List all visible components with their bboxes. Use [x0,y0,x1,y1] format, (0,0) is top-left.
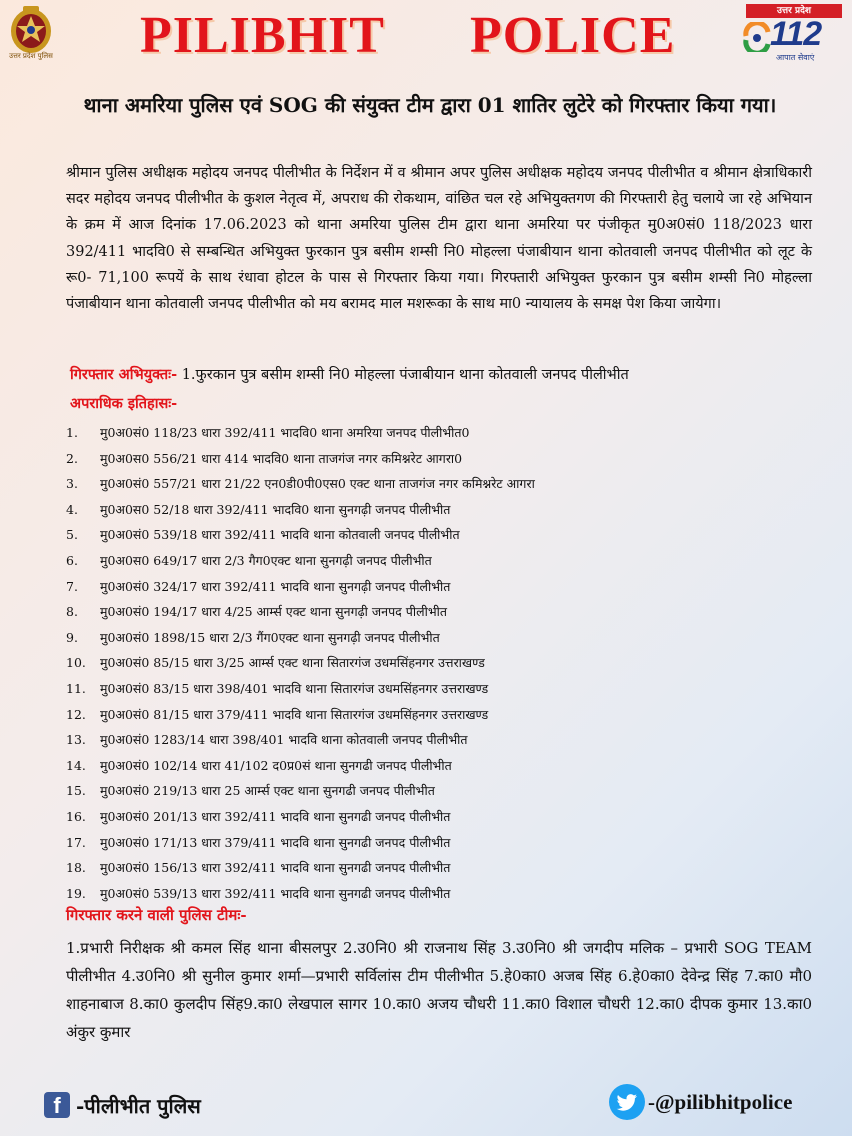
list-item: 10. मु0अ0सं0 85/15 धारा 3/25 आर्म्स एक्ट थाना सितारगंज उधमसिंहनगर उत्तराखण्ड [66,655,485,671]
arrested-label: गिरफ्तार अभियुक्तः- [70,366,178,383]
logo-tagline: आपात सेवाएं [776,53,815,62]
headline: थाना अमरिया पुलिस एवं SOG की संयुक्त टीम द्वारा 01 शातिर लुटेरे को गिरफ्तार किया गया। [83,93,777,117]
press-release-body: श्रीमान पुलिस अधीक्षक महोदय जनपद पीलीभीत के निर्देशन में व श्रीमान अपर पुलिस अधीक्षक महोदय जनपद पीलीभीत व श्रीमान क्षेत्राधिकारी सदर महोदय जनपद पीलीभीत के कुशल नेतृत्व में, अपराध की रोकथाम, वांछित चल रहे अभियुक्तगण की गिरफ्तारी हेतु चलाये जा रहे अभियान के क्रम में आज दिनांक 17.06.2023 को थाना अमरिया पुलिस टीम द्वारा थाना अमरिया पर पंजीकृत मु0अ0सं0 118/2023 धारा 392/411 भादवि0 से सम्बन्धित अभियुक्त फुरकान पुत्र बसीम शम्सी नि0 मोहल्ला पंजाबीयान थाना कोतवाली जनपद पीलीभीत को लूट के रू0- 71,100 रूपयें के साथ रंधावा होटल के पास से गिरफ्तार किया गया। गिरफ्तारी अभियुक्त फुरकान पुत्र बसीम शम्सी नि0 मोहल्ला पंजाबीयान थाना कोतवाली जनपद पीलीभीत को मय बरामद माल मशरूका के साथ मा0 न्यायालय के समक्ष पेश किया जायेगा। [66,165,812,313]
criminal-history-list [66,420,766,906]
facebook-handle[interactable] [44,1090,201,1120]
twitter-handle[interactable] [608,1084,792,1120]
logo-number: 112 [770,15,822,53]
list-item: 5. मु0अ0सं0 539/18 धारा 392/411 भादवि थाना कोतवाली जनपद पीलीभीत [66,527,460,543]
twitter-icon [608,1083,646,1121]
list-item: 12. मु0अ0सं0 81/15 धारा 379/411 भादवि थाना सितारगंज उधमसिंहनगर उत्तराखण्ड [66,706,489,722]
facebook-icon: f [44,1092,70,1118]
list-item: 19. मु0अ0सं0 539/13 धारा 392/411 भादवि थाना सुनगढी जनपद पीलीभीत [66,885,451,901]
list-item: 16. मु0अ0सं0 201/13 धारा 392/411 भादवि थाना सुनगढी जनपद पीलीभीत [66,808,451,824]
twitter-label: -@pilibhitpolice [648,1089,793,1114]
arresting-team-title: गिरफ्तार करने वाली पुलिस टीमः- [66,906,247,924]
list-item: 14. मु0अ0सं0 102/14 धारा 41/102 द0प्र0सं थाना सुनगढी जनपद पीलीभीत [66,757,452,773]
page-title: PILIBHIT POLICE [140,7,676,64]
list-item: 2. मु0अ0स0 556/21 धारा 414 भादवि0 थाना ताजगंज नगर कमिश्नरेट आगरा0 [66,450,463,466]
list-item: 8. मु0अ0सं0 194/17 धारा 4/25 आर्म्स एक्ट थाना सुनगढ़ी जनपद पीलीभीत [66,604,447,620]
list-item: 18. मु0अ0सं0 156/13 धारा 392/411 भादवि थाना सुनगढी जनपद पीलीभीत [66,860,451,876]
list-item: 6. मु0अ0स0 649/17 धारा 2/3 गैग0एक्ट थाना सुनगढ़ी जनपद पीलीभीत [66,552,432,568]
criminal-history-title: अपराधिक इतिहासः- [70,395,178,412]
logo-state-label: उत्तर प्रदेश [746,4,842,18]
list-item: 13. मु0अ0सं0 1283/14 धारा 398/401 भादवि थाना कोतवाली जनपद पीलीभीत [66,732,468,748]
list-item: 9. मु0अ0सं0 1898/15 धारा 2/3 गैंग0एक्ट थाना सुनगढ़ी जनपद पीलीभीत [66,629,440,645]
list-item: 15. मु0अ0सं0 219/13 धारा 25 आर्म्स एक्ट थाना सुनगढी जनपद पीलीभीत [66,783,435,799]
arrested-text: 1.फुरकान पुत्र बसीम शम्सी नि0 मोहल्ला पंजाबीयान थाना कोतवाली जनपद पीलीभीत [177,367,629,383]
list-item: 4. मु0अ0स0 52/18 धारा 392/411 भादवि0 थाना सुनगढ़ी जनपद पीलीभीत [66,501,451,517]
facebook-label: -पीलीभीत पुलिस [76,1093,201,1118]
list-item: 11. मु0अ0सं0 83/15 धारा 398/401 भादवि थाना सितारगंज उधमसिंहनगर उत्तराखण्ड [66,680,489,696]
arresting-team-list: 1.प्रभारी निरीक्षक श्री कमल सिंह थाना बीसलपुर 2.उ0नि0 श्री राजनाथ सिंह 3.उ0नि0 श्री जगदीप मलिक – प्रभारी SOG TEAM पीलीभीत 4.उ0नि0 श्री सुनील कुमार शर्मा—प्रभारी सर्विलांस टीम पीलीभीत 5.हे0का0 अजब सिंह 6.हे0का0 देवेन्द्र सिंह 7.का0 मौ0 शाहनाबाज 8.का0 कुलदीप सिंह9.का0 लेखपाल सागर 10.का0 अजय चौधरी 11.का0 विशाल चौधरी 12.का0 दीपक कुमार 13.का0 अंकुर कुमार [66,939,812,1041]
list-item: 7. मु0अ0सं0 324/17 धारा 392/411 भादवि थाना सुनगढ़ी जनपद पीलीभीत [66,578,451,594]
list-item: 1. मु0अ0सं0 118/23 धारा 392/411 भादवि0 थाना अमरिया जनपद पीलीभीत0 [66,425,470,440]
list-item: 17. मु0अ0सं0 171/13 धारा 379/411 भादवि थाना सुनगढी जनपद पीलीभीत [66,834,451,850]
emblem-caption: उत्तर प्रदेश पुलिस [9,52,53,60]
arrested-accused [70,364,629,384]
emergency-112-logo [736,4,846,64]
list-item: 3. मु0अ0सं0 557/21 धारा 21/22 एन0डी0पी0एस0 एक्ट थाना ताजगंज नगर कमिश्नरेट आगरा [66,476,535,492]
header [0,0,852,80]
phone-icon [742,22,772,52]
